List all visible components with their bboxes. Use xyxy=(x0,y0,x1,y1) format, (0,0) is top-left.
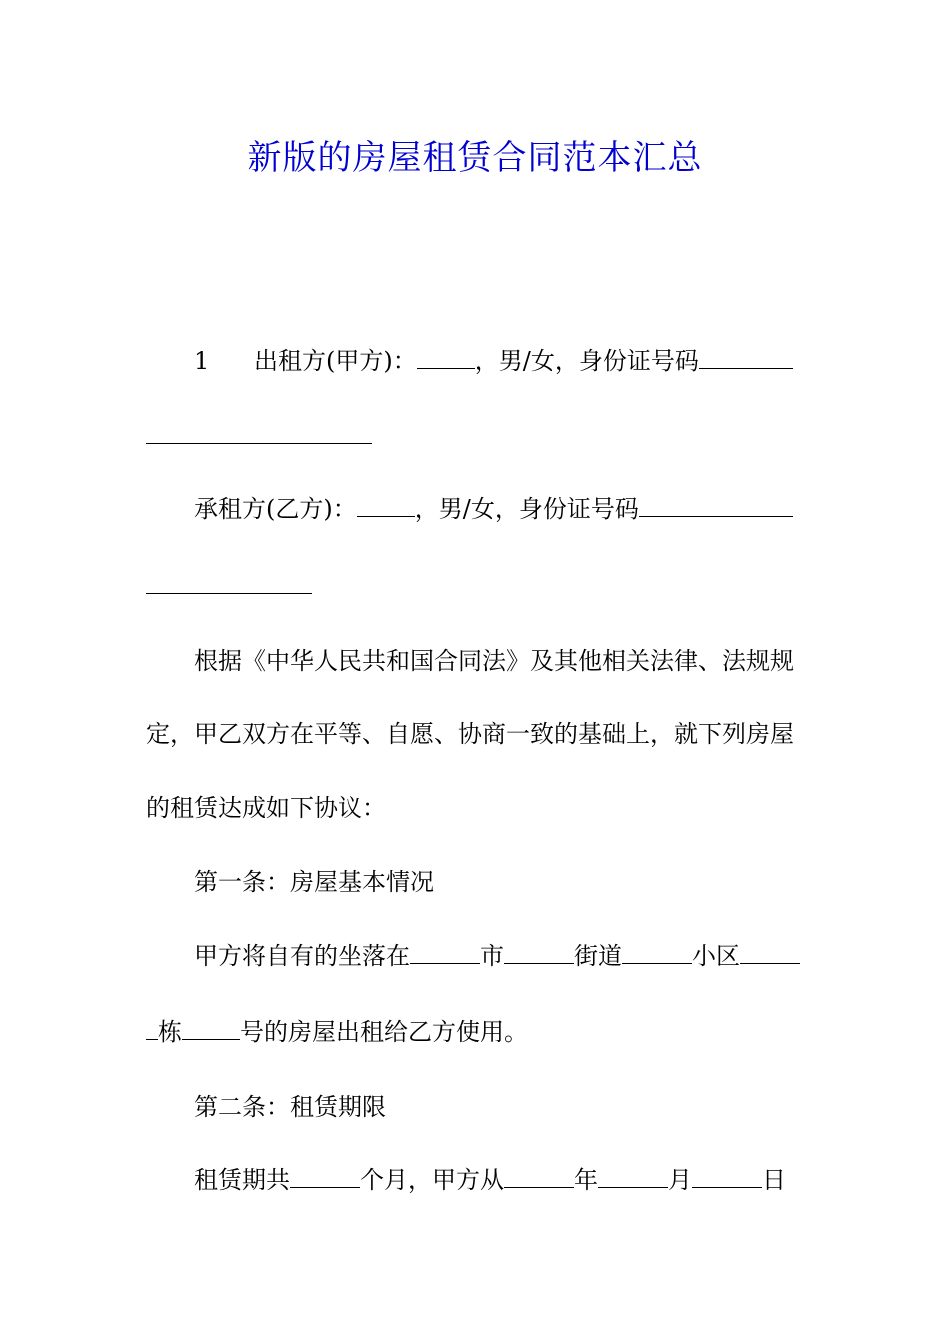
article-1-city-label: 市 xyxy=(480,942,504,970)
community-blank xyxy=(622,941,692,964)
unit-number-blank xyxy=(182,1017,240,1040)
lessee-id-blank-continued xyxy=(146,593,312,594)
start-month-blank xyxy=(598,1165,668,1188)
preamble-line-1: 根据《中华人民共和国合同法》及其他相关法律、法规规 xyxy=(194,647,794,675)
lessor-id-blank xyxy=(699,346,793,369)
article-2-year-label: 年 xyxy=(574,1166,598,1194)
preamble-line-3: 的租赁达成如下协议： xyxy=(146,794,386,822)
article-2-text: 租赁期共 xyxy=(194,1166,290,1194)
article-2-heading: 第二条：租赁期限 xyxy=(194,1093,386,1121)
document-title: 新版的房屋租赁合同范本汇总 xyxy=(247,138,703,178)
lessor-gender-id-label: ，男/女，身份证号码 xyxy=(474,347,699,375)
street-blank xyxy=(504,941,574,964)
article-1-line-1 xyxy=(194,941,858,971)
building-blank xyxy=(740,941,800,964)
preamble-line-2: 定，甲乙双方在平等、自愿、协商一致的基础上，就下列房屋 xyxy=(146,720,794,748)
lessor-label: 出租方(甲方)： xyxy=(254,347,417,375)
lessee-id-blank xyxy=(639,494,793,517)
lessor-name-blank xyxy=(417,346,475,369)
lessee-label: 承租方(乙方)： xyxy=(194,495,357,523)
lessee-gender-id-label: ，男/女，身份证号码 xyxy=(414,495,639,523)
lessor-line xyxy=(254,346,918,376)
article-1-building-label: 栋 xyxy=(158,1018,182,1046)
article-1-street-label: 街道 xyxy=(574,942,622,970)
article-2-from-label: 个月，甲方从 xyxy=(360,1166,504,1194)
article-1-community-label: 小区 xyxy=(692,942,740,970)
lessee-line xyxy=(194,494,858,524)
article-2-month-label: 月 xyxy=(668,1166,692,1194)
lessee-name-blank xyxy=(357,494,415,517)
city-blank xyxy=(410,941,480,964)
article-1-text: 甲方将自有的坐落在 xyxy=(194,942,410,970)
item-number: 1 xyxy=(194,347,210,375)
article-1-tail-text: 号的房屋出租给乙方使用。 xyxy=(240,1018,528,1046)
start-year-blank xyxy=(504,1165,574,1188)
article-1-heading: 第一条：房屋基本情况 xyxy=(194,868,434,896)
article-1-line-2 xyxy=(146,1017,810,1047)
article-2-day-label: 日 xyxy=(762,1166,786,1194)
months-blank xyxy=(290,1165,360,1188)
building-blank-continued xyxy=(146,1017,158,1040)
start-day-blank xyxy=(692,1165,762,1188)
article-2-line-1 xyxy=(194,1165,858,1195)
lessor-id-blank-continued xyxy=(146,443,372,444)
